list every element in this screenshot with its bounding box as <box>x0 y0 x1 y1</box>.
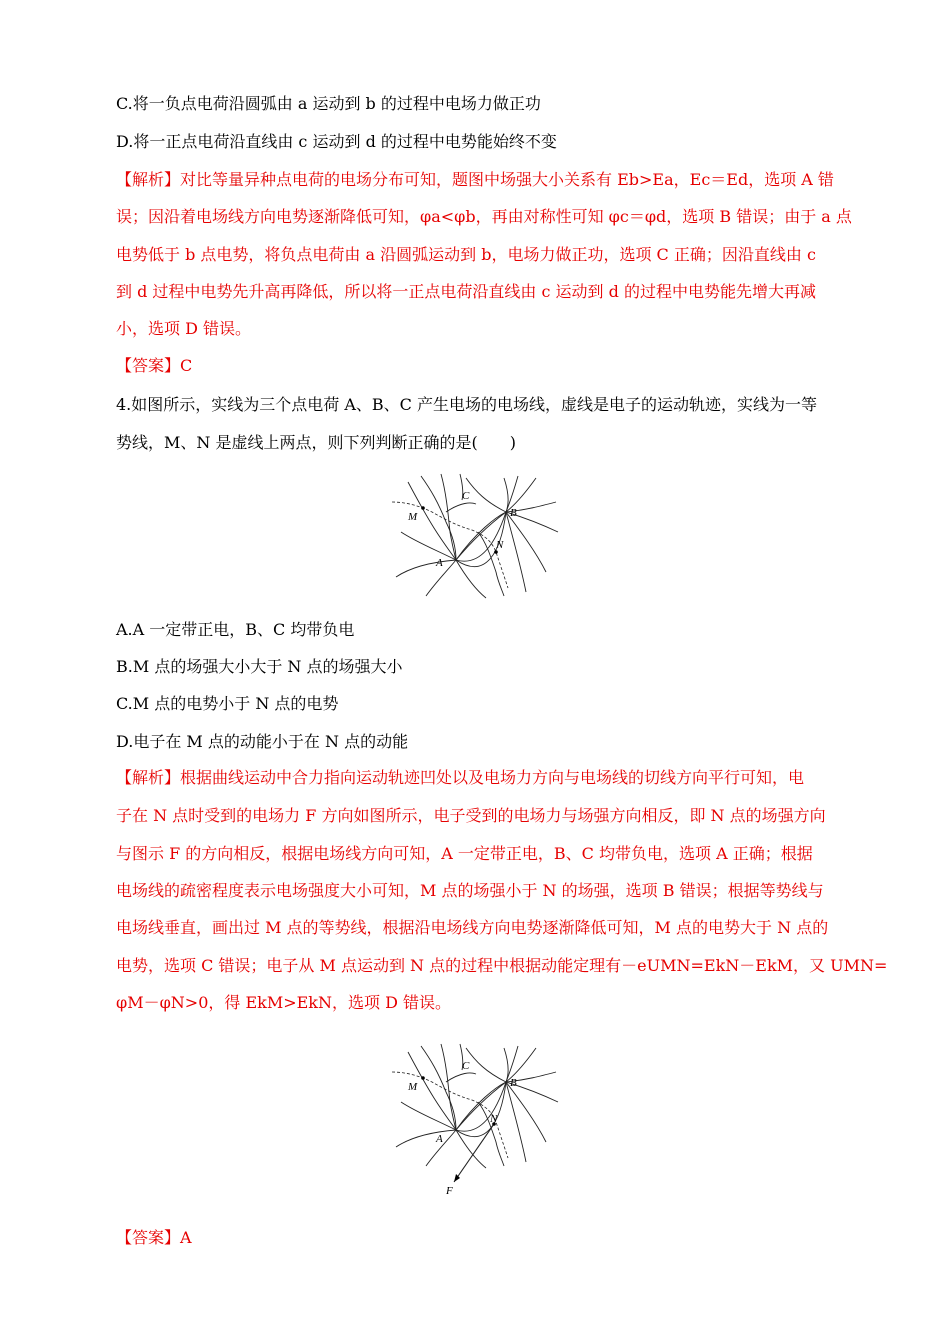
label-A: A <box>436 1133 443 1145</box>
field-line-figure <box>386 472 562 600</box>
stem-line: 4.如图所示，实线为三个点电荷 A、B、C 产生电场的电场线，虚线是电子的运动轨迹，实线为一等 <box>116 395 817 414</box>
label-C: C <box>462 1060 470 1072</box>
option-c: C.M 点的电势小于 N 点的电势 <box>116 694 339 713</box>
field-line-diagram-force <box>386 1042 562 1202</box>
analysis-line: 电势低于 b 点电势，将负点电荷由 a 沿圆弧运动到 b，电场力做正功，选项 C 正确；因沿直线由 c <box>116 245 816 264</box>
option-d: D.电子在 M 点的动能小于在 N 点的动能 <box>116 732 409 751</box>
q3-answer: 【答案】C <box>116 356 193 375</box>
analysis-line: 子在 N 点时受到的电场力 F 方向如图所示，电子受到的电场力与场强方向相反，即 N 点的场强方向 <box>116 806 826 825</box>
label-N: N <box>496 539 504 551</box>
analysis-line: 到 d 过程中电势先升高再降低，所以将一正点电荷沿直线由 c 运动到 d 的过程中电势能先增大再减 <box>116 282 816 301</box>
field-line-figure-with-force <box>386 1042 562 1202</box>
q3-option-c: C.将一负点电荷沿圆弧由 a 运动到 b 的过程中电场力做正功 <box>116 94 541 113</box>
q4-answer: 【答案】A <box>116 1228 192 1247</box>
q3-option-d: D.将一正点电荷沿直线由 c 运动到 d 的过程中电势能始终不变 <box>116 132 557 151</box>
option-a: A.A 一定带正电，B、C 均带负电 <box>116 620 355 639</box>
analysis-line: 【解析】对比等量异种点电荷的电场分布可知，题图中场强大小关系有 Eb>Ea，Ec＝Ed，选项 A 错 <box>116 170 834 189</box>
stem-line: 势线，M、N 是虚线上两点，则下列判断正确的是( ) <box>116 433 516 452</box>
label-C: C <box>462 490 470 502</box>
label-B: B <box>510 1077 517 1089</box>
label-F: F <box>446 1185 453 1197</box>
label-A: A <box>436 557 443 569</box>
analysis-line: φM－φN>0，得 EkM>EkN，选项 D 错误。 <box>116 993 452 1012</box>
analysis-line: 电场线的疏密程度表示电场强度大小可知，M 点的场强小于 N 的场强，选项 B 错误；根据等势线与 <box>116 881 824 900</box>
analysis-line: 电势，选项 C 错误；电子从 M 点运动到 N 点的过程中根据动能定理有－eUMN=EkN－EkM，又 UMN= <box>116 956 888 975</box>
analysis-line: 电场线垂直，画出过 M 点的等势线，根据沿电场线方向电势逐渐降低可知，M 点的电势大于 N 点的 <box>116 918 829 937</box>
label-B: B <box>510 507 517 519</box>
option-b: B.M 点的场强大小大于 N 点的场强大小 <box>116 657 403 676</box>
label-M: M <box>408 1081 418 1093</box>
analysis-line: 【解析】根据曲线运动中合力指向运动轨迹凹处以及电场力方向与电场线的切线方向平行可知，电 <box>116 768 805 787</box>
analysis-line: 与图示 F 的方向相反，根据电场线方向可知，A 一定带正电，B、C 均带负电，选项 A 正确；根据 <box>116 844 813 863</box>
label-N: N <box>490 1113 498 1125</box>
label-M: M <box>408 511 418 523</box>
analysis-line: 小，选项 D 错误。 <box>116 319 252 338</box>
analysis-line: 误；因沿着电场线方向电势逐渐降低可知，φa<φb，再由对称性可知 φc＝φd，选项 B 错误；由于 a 点 <box>116 207 852 226</box>
field-line-diagram <box>386 472 562 600</box>
